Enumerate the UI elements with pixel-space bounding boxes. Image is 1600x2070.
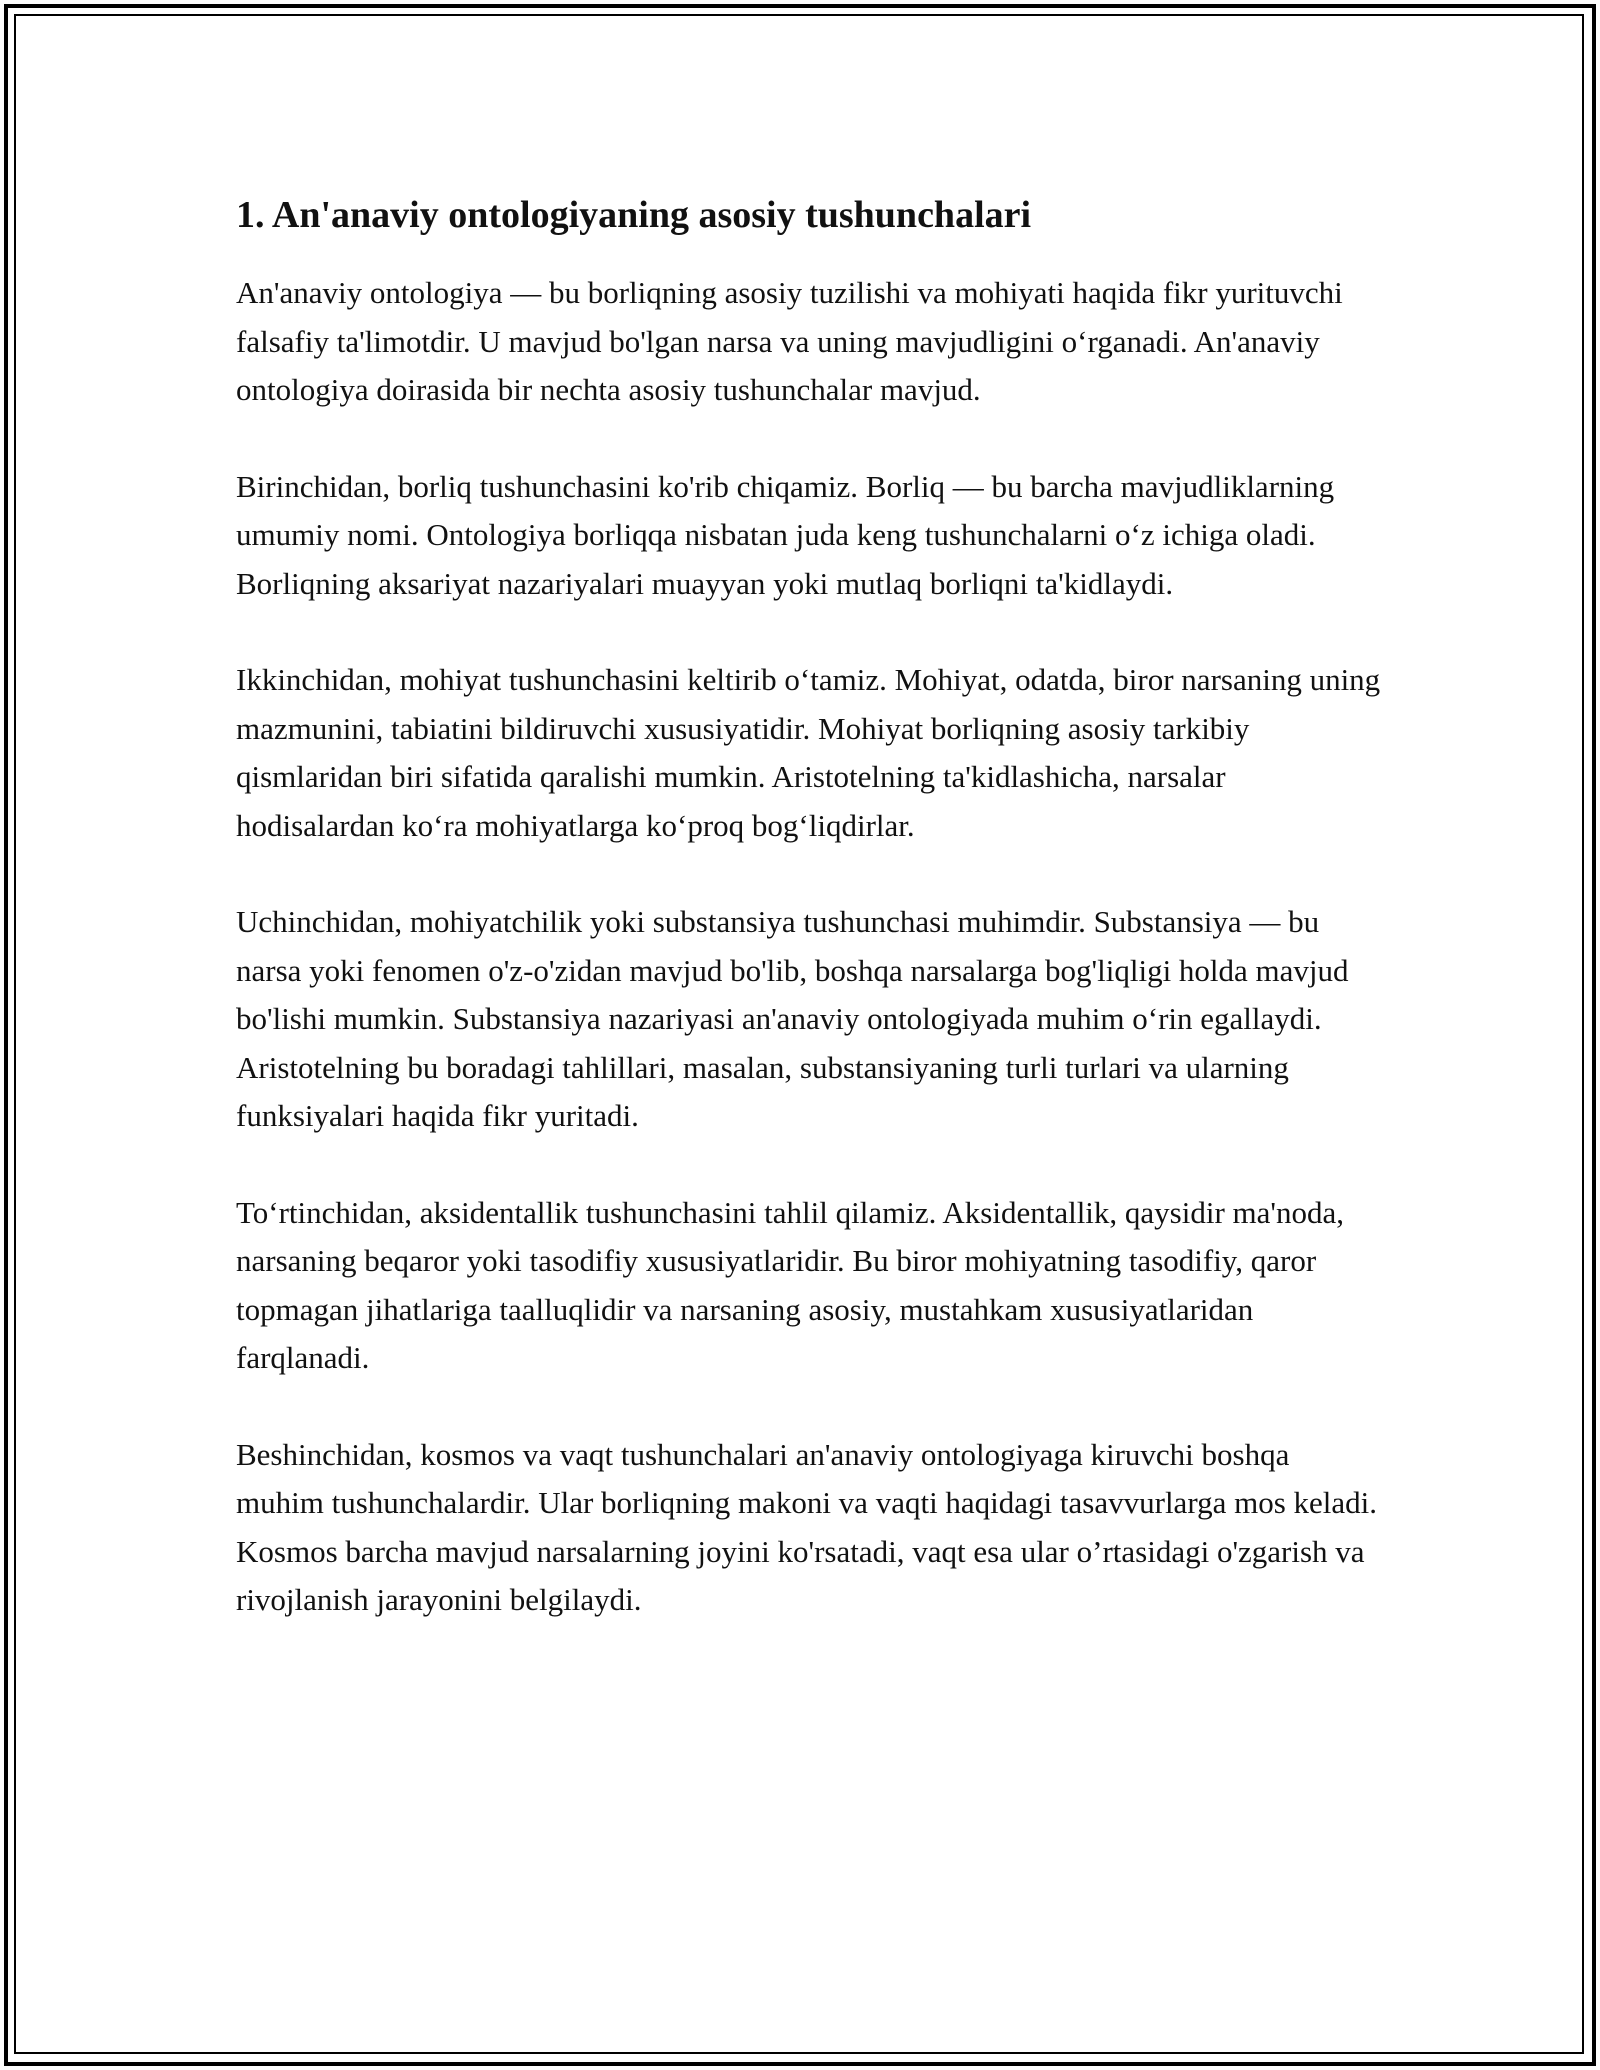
document-body — [236, 186, 1381, 1673]
paragraph-first: Birinchidan, borliq tushunchasini ko'rib chiqamiz. Borliq — bu barcha mavjudliklarning umumiy nomi. Ontologiya borliqqa nisbatan juda keng tushunchalarni o‘z ichiga oladi. Borliqning aksariyat nazariyalari muayyan yoki mutlaq borliqni ta'kidlaydi. — [236, 468, 1335, 601]
paragraph-third: Uchinchidan, mohiyatchilik yoki substansiya tushunchasi muhimdir. Substansiya — bu narsa yoki fenomen o'z-o'zidan mavjud bo'lib, boshqa narsalarga bog'liqligi holda mavjud bo'lishi mumkin. Substansiya nazariyasi an'anaviy ontologiyada muhim o‘rin egallaydi. Aristotelning bu boradagi tahlillari, masalan, substansiyaning turli turlari va ularning funksiyalari haqida fikr yuritadi. — [236, 904, 1349, 1133]
paragraph-fourth: To‘rtinchidan, aksidentallik tushunchasini tahlil qilamiz. Aksidentallik, qaysidir ma'noda, narsaning beqaror yoki tasodifiy xususiyatlaridir. Bu biror mohiyatning tasodifiy, qaror topmagan jihatlariga taalluqlidir va narsaning asosiy, mustahkam xususiyatlaridan farqlanadi. — [236, 1194, 1345, 1375]
paragraph-second: Ikkinchidan, mohiyat tushunchasini keltirib o‘tamiz. Mohiyat, odatda, biror narsaning uning mazmunini, tabiatini bildiruvchi xususiyatidir. Mohiyat borliqning asosiy tarkibiy qismlaridan biri sifatida qaralishi mumkin. Aristotelning ta'kidlashicha, narsalar hodisalardan ko‘ra mohiyatlarga ko‘proq bog‘liqdirlar. — [236, 662, 1381, 843]
paragraph-fifth: Beshinchidan, kosmos va vaqt tushunchalari an'anaviy ontologiyaga kiruvchi boshqa muhim tushunchalardir. Ular borliqning makoni va vaqti haqidagi tasavvurlarga mos keladi. Kosmos barcha mavjud narsalarning joyini ko'rsatadi, vaqt esa ular o’rtasidagi o'zgarish va rivojlanish jarayonini belgilaydi. — [236, 1436, 1378, 1617]
section-heading: 1. An'anaviy ontologiyaning asosiy tushunchalari — [236, 194, 1032, 236]
paragraph-intro: An'anaviy ontologiya — bu borliqning asosiy tuzilishi va mohiyati haqida fikr yurituvchi falsafiy ta'limotdir. U mavjud bo'lgan narsa va uning mavjudligini o‘rganadi. An'anaviy ontologiya doirasida bir nechta asosiy tushunchalar mavjud. — [236, 275, 1343, 407]
